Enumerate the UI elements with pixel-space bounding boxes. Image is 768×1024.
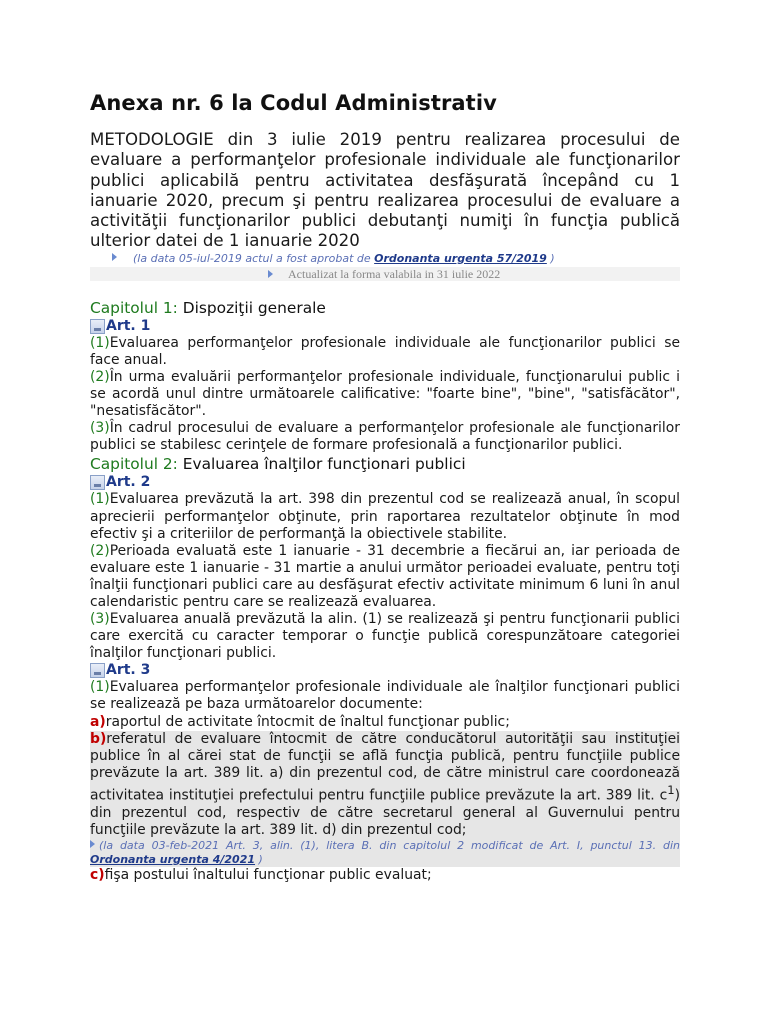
- list-item-b: [90, 731, 680, 839]
- paragraph: [90, 420, 680, 454]
- item-text-continued: ) din prezentul cod, respectiv de către secretarul general al Guvernului pentru funcţiile prevăzute la art. 389 lit. d) din prezentul cod;: [90, 787, 680, 838]
- list-item-c: [90, 867, 680, 884]
- paragraph-number: (2): [90, 542, 110, 559]
- article-label[interactable]: Art. 2: [106, 474, 151, 491]
- approval-suffix: ): [546, 251, 555, 265]
- chapter-label: Capitolul 2:: [90, 455, 178, 474]
- document-icon[interactable]: [90, 663, 105, 678]
- article-label[interactable]: Art. 3: [106, 662, 151, 679]
- paragraph-number: (1): [90, 334, 110, 351]
- article-2-heading[interactable]: [90, 474, 680, 491]
- paragraph-text: În urma evaluării performanţelor profesionale individuale, funcţionarului public i se acordă unul dintre următoarele calificative: "foarte bine", "bine", "satisfăcător", "nesatisfăcător".: [90, 368, 680, 420]
- paragraph-number: (2): [90, 368, 110, 385]
- item-text: referatul de evaluare întocmit de către conducătorul autorităţii sau instituţiei publice în al cărei stat de funcţii se află funcţia publică, pentru funcţiile publice prevăzute la art. 389 lit. a) din prezentul cod, de către ministrul care coordonează activitatea instituţiei prefectului pentru funcţiile publice prevăzute la art. 389 lit. c: [90, 730, 680, 804]
- arrow-icon: [112, 253, 117, 261]
- paragraph: [90, 335, 680, 369]
- paragraph-number: (3): [90, 611, 110, 628]
- note-suffix: ): [255, 852, 263, 866]
- note-prefix: (la data 03-feb-2021 Art. 3, alin. (1), litera B. din capitolul 2 modificat de Art. I, punctul 13. din: [99, 838, 680, 852]
- paragraph: [90, 679, 680, 713]
- item-text: raportul de activitate întocmit de înaltul funcţionar public;: [105, 713, 510, 730]
- paragraph-number: (3): [90, 420, 110, 437]
- superscript: 1: [667, 782, 675, 797]
- chapter-1-heading: [90, 299, 680, 318]
- amendment-link[interactable]: Ordonanta urgenta 4/2021: [90, 852, 256, 866]
- paragraph-number: (1): [90, 679, 110, 696]
- arrow-icon: [90, 840, 95, 848]
- item-letter: a): [90, 713, 106, 730]
- paragraph-text: Evaluarea performanţelor profesionale individuale ale funcţionarilor publici se face anual.: [90, 334, 680, 368]
- highlighted-block: [90, 731, 680, 867]
- article-1-heading[interactable]: [90, 318, 680, 335]
- article-label[interactable]: Art. 1: [106, 317, 151, 334]
- arrow-icon: [268, 270, 273, 278]
- list-item-a: [90, 714, 680, 731]
- document-icon[interactable]: [90, 319, 105, 334]
- chapter-title: Evaluarea înalţilor funcţionari publici: [177, 455, 466, 474]
- approval-link[interactable]: Ordonanta urgenta 57/2019: [374, 251, 547, 265]
- chapter-label: Capitolul 1:: [90, 298, 178, 317]
- updated-label: Actualizat la forma valabila in 31 iulie 2022: [288, 266, 501, 281]
- paragraph-number: (1): [90, 491, 110, 508]
- chapter-2-heading: [90, 455, 680, 474]
- amendment-note: [90, 839, 680, 867]
- document-icon[interactable]: [90, 475, 105, 490]
- approval-prefix: (la data 05-iul-2019 actul a fost aprobat de: [133, 251, 375, 265]
- updated-bar: [90, 267, 680, 281]
- chapter-title: Dispoziţii generale: [177, 298, 326, 317]
- item-letter: b): [90, 730, 107, 747]
- paragraph-text: În cadrul procesului de evaluare a performanţelor profesionale ale funcţionarilor publici se stabilesc cerinţele de formare profesională a funcţionarilor publici.: [90, 420, 680, 454]
- paragraph: [90, 491, 680, 542]
- article-3-heading[interactable]: [90, 662, 680, 679]
- paragraph: [90, 611, 680, 662]
- item-letter: c): [90, 866, 105, 883]
- document-subtitle: METODOLOGIE din 3 iulie 2019 pentru realizarea procesului de evaluare a performanţelor profesionale individuale ale funcţionarilor publici aplicabilă pentru activitatea desfăşurată începând cu 1 ianuarie 2020, precum şi pentru realizarea procesului de evaluare a activităţii funcţionarilor publici debutanţi numiţi în funcţia publică ulterior datei de 1 ianuarie 2020: [90, 130, 680, 251]
- page-title: Anexa nr. 6 la Codul Administrativ: [90, 91, 497, 115]
- paragraph-text: Evaluarea anuală prevăzută la alin. (1) se realizează şi pentru funcţionarii publici care exercită cu caracter temporar o funcţie publică corespunzătoare categoriei înalţilor funcţionari publici.: [90, 611, 680, 662]
- paragraph: [90, 369, 680, 420]
- item-text: fişa postului înaltului funcţionar public evaluat;: [104, 866, 432, 883]
- approval-note: [112, 252, 680, 266]
- paragraph-text: Evaluarea prevăzută la art. 398 din prezentul cod se realizează anual, în scopul aprecierii performanţelor obţinute, prin raportarea rezultatelor obţinute în mod efectiv şi a criteriilor de performanţă la obiectivele stabilite.: [90, 491, 680, 542]
- paragraph-text: Perioada evaluată este 1 ianuarie - 31 decembrie a fiecărui an, iar perioada de evaluare este 1 ianuarie - 31 martie a anului următor perioadei evaluate, pentru toţi înalţii funcţionari publici care au desfăşurat efectiv activitate minimum 6 luni în anul calendaristic pentru care se realizează evaluarea.: [90, 542, 680, 610]
- paragraph: [90, 543, 680, 611]
- document: [90, 90, 680, 884]
- paragraph-text: Evaluarea performanţelor profesionale individuale ale înalţilor funcţionari publici se realizează pe baza următoarelor documente:: [90, 679, 680, 713]
